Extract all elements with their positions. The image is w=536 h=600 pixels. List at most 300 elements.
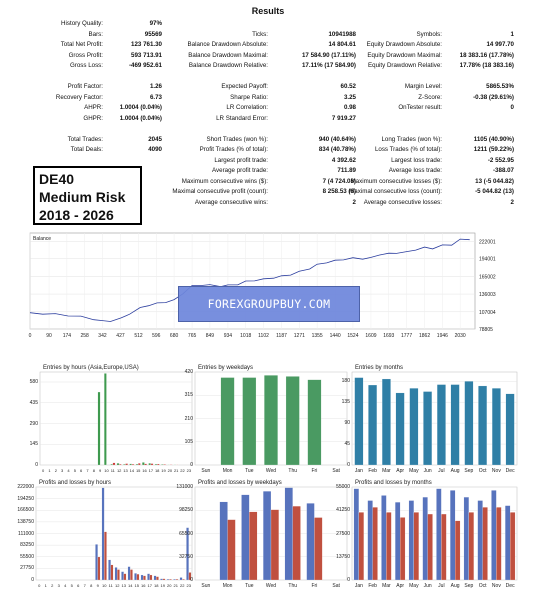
balance-xtick: 258: [80, 333, 89, 339]
histogram-bar: [395, 502, 400, 580]
balance-xtick: 1609: [365, 333, 377, 339]
histogram-xtick: 10: [104, 468, 109, 473]
stat-value: 7 (4 724.08): [322, 177, 356, 185]
histogram-ytick: 131000: [176, 484, 193, 490]
histogram-bar: [108, 560, 110, 580]
histogram-xtick: Mar: [382, 468, 391, 474]
histogram-bar: [423, 392, 432, 465]
histogram-bar: [111, 464, 113, 465]
report-title: Results: [251, 6, 285, 16]
histogram-bar: [145, 464, 147, 465]
histogram-bar: [126, 464, 128, 465]
stat-value: 123 761.30: [131, 41, 162, 48]
stat-value: 0.98: [343, 104, 356, 111]
histogram-xtick: Sun: [201, 583, 211, 589]
histogram-bar: [147, 574, 149, 580]
histogram-bar: [464, 497, 469, 580]
histogram-xtick: Dec: [505, 583, 515, 589]
histogram-xtick: 21: [173, 583, 178, 588]
histogram-ytick: 194250: [17, 495, 34, 502]
histogram-xtick: 5: [70, 583, 73, 588]
histogram-ytick: 83250: [20, 542, 34, 549]
stat-label: Maximum consecutive wins ($):: [181, 177, 268, 185]
histogram-xtick: 2: [51, 583, 54, 588]
histogram-bar: [115, 567, 117, 580]
stat-value: -2 552.95: [487, 156, 514, 164]
histogram-title: Profits and losses by hours: [39, 480, 112, 486]
stat-value: 14 804.61: [328, 41, 356, 48]
histogram-bar: [119, 464, 121, 465]
histogram-bar: [98, 557, 100, 580]
histogram-xtick: 12: [116, 468, 122, 473]
balance-xtick: 1271: [293, 333, 305, 339]
histogram-xtick: 7: [83, 583, 86, 588]
histogram-bar: [355, 378, 364, 465]
histogram-ytick: 290: [29, 420, 38, 427]
histogram-xtick: 21: [173, 468, 179, 473]
balance-xtick: 1440: [329, 333, 341, 339]
histogram-xtick: Wed: [265, 583, 277, 589]
stat-label: Balance Drawdown Absolute:: [187, 41, 268, 48]
histogram-xtick: 14: [128, 583, 133, 588]
histogram-bar: [307, 503, 315, 580]
stat-label: Short Trades (won %):: [206, 135, 268, 143]
histogram-ytick: 32750: [179, 553, 193, 560]
histogram-ytick: 27500: [336, 530, 350, 537]
stat-label: AHPR:: [84, 104, 103, 111]
histogram-ytick: 135: [341, 399, 350, 406]
histogram-xtick: 6: [80, 468, 83, 473]
histogram-bar: [428, 514, 433, 580]
histogram-title: Entries by months: [355, 365, 404, 371]
stat-value: 7 919.27: [331, 114, 356, 122]
histogram-bar: [104, 373, 106, 465]
histogram-xtick: Fri: [311, 468, 318, 474]
stat-label: History Quality:: [61, 20, 103, 27]
balance-ytick: 194001: [479, 256, 496, 263]
histogram-bar: [368, 385, 377, 465]
stat-value: 17.78% (18 383.16): [459, 62, 514, 69]
stat-label: Profit Factor:: [67, 83, 103, 90]
histogram-bar: [220, 502, 228, 580]
histogram-xtick: Nov: [491, 468, 501, 474]
histogram-xtick: 13: [121, 583, 126, 588]
histogram-xtick: 4: [67, 468, 70, 473]
histogram-xtick: 4: [64, 583, 67, 588]
stat-value: 0: [510, 104, 514, 111]
histogram-xtick: Nov: [491, 583, 501, 589]
histogram-ytick: 0: [347, 577, 350, 583]
balance-xtick: 90: [46, 333, 52, 339]
histogram-xtick: Aug: [450, 583, 460, 589]
overlay-risk: Medium Risk: [39, 189, 126, 205]
histogram-bar: [123, 464, 125, 465]
histogram-bar: [128, 567, 130, 580]
histogram-title: Profits and losses by weekdays: [198, 480, 282, 486]
stat-value: 4 392.62: [331, 156, 356, 164]
histogram-bar: [478, 501, 483, 580]
histogram-xtick: 15: [135, 468, 141, 473]
stat-value: 940 (40.64%): [318, 135, 356, 143]
histogram-xtick: 9: [99, 468, 102, 473]
watermark: FOREXGROUPBUY.COM: [178, 286, 360, 322]
histogram-bar: [492, 388, 501, 465]
stat-value: 2: [352, 198, 356, 206]
overlay-years: 2018 - 2026: [39, 207, 114, 223]
stat-value: 6.73: [149, 93, 162, 101]
histogram-bar: [505, 506, 510, 580]
histogram-svg: [346, 363, 521, 475]
histogram-xtick: 3: [61, 468, 64, 473]
balance-xtick: 849: [205, 333, 215, 339]
histogram-bar: [396, 393, 405, 465]
histogram-ytick: 315: [184, 392, 193, 399]
stat-label: Gross Profit:: [68, 51, 103, 59]
histogram-bar: [465, 381, 474, 465]
balance-xtick: 1524: [347, 333, 359, 339]
stat-label: Ticks:: [252, 30, 268, 38]
balance-ytick: 165002: [479, 274, 496, 281]
histogram-xtick: Tue: [245, 468, 254, 474]
histogram-ytick: 45: [344, 441, 350, 448]
histogram-xtick: Wed: [265, 468, 277, 474]
stat-label: Equity Drawdown Relative:: [368, 62, 442, 69]
histogram-ytick: 0: [190, 577, 193, 583]
histogram-xtick: Sat: [332, 468, 340, 474]
histogram-xtick: 8: [90, 583, 93, 588]
stat-label: Average profit trade:: [212, 167, 268, 174]
histogram-bar: [373, 507, 378, 580]
stat-label: Profit Trades (% of total):: [199, 146, 268, 153]
histogram-bar: [483, 507, 488, 580]
histogram-xtick: 23: [186, 468, 192, 473]
histogram-xtick: 16: [142, 468, 147, 473]
histogram-ytick: 0: [31, 577, 34, 583]
histogram-xtick: Sat: [332, 583, 340, 589]
histogram-bar: [451, 385, 460, 465]
histogram-xtick: 14: [129, 468, 135, 473]
balance-xtick: 680: [169, 333, 179, 339]
histogram-xtick: 2: [54, 468, 57, 473]
strategy-overlay-box: [33, 166, 142, 225]
histogram-xtick: Apr: [396, 468, 405, 474]
stat-value: 17 584.90 (17.11%): [301, 51, 356, 59]
histogram-bar: [436, 489, 441, 580]
histogram-xtick: 5: [73, 468, 76, 473]
histogram-ytick: 90: [344, 420, 350, 427]
histogram-xtick: Thu: [288, 583, 298, 589]
histogram-bar: [368, 501, 373, 580]
histogram-xtick: 18: [154, 583, 159, 588]
stat-value: 60.52: [340, 83, 356, 90]
stat-value: -469 952.61: [128, 62, 162, 69]
stat-label: Total Trades:: [67, 135, 103, 143]
stat-label: GHPR:: [83, 114, 103, 122]
stat-value: 5865.53%: [486, 83, 514, 90]
stat-label: Equity Drawdown Maximal:: [367, 51, 442, 59]
histogram-bar: [441, 514, 446, 580]
balance-xtick: 1862: [419, 333, 431, 339]
balance-xtick: 1946: [436, 333, 448, 339]
histogram-xtick: Jul: [438, 468, 445, 474]
stat-label: Balance Drawdown Maximal:: [188, 51, 268, 59]
histogram-bar: [455, 521, 460, 580]
balance-xtick: 1187: [276, 333, 287, 339]
histogram-ytick: 111000: [18, 530, 34, 537]
histogram-xtick: May: [409, 583, 419, 589]
balance-ytick: 78805: [479, 327, 493, 333]
histogram-bar: [469, 512, 474, 580]
stat-value: 834 (40.78%): [318, 146, 356, 153]
histogram-xtick: 6: [77, 583, 80, 588]
histogram-bar: [113, 463, 115, 465]
stat-value: 1211 (59.22%): [473, 146, 514, 153]
histogram-bar: [132, 464, 134, 465]
stat-value: 1.0004 (0.04%): [119, 104, 162, 111]
histogram-xtick: Mon: [222, 583, 233, 589]
stat-value: 593 713.91: [131, 51, 162, 59]
stat-value: -5 044.82 (13): [475, 188, 514, 195]
histogram-bar: [98, 392, 100, 465]
histogram-ytick: 55500: [20, 553, 34, 560]
histogram-bar: [286, 376, 299, 465]
histogram-svg: [346, 478, 521, 590]
balance-xtick: 427: [116, 333, 125, 339]
stat-value: 13 (-5 044.82): [475, 177, 514, 185]
histogram-bar: [138, 463, 140, 465]
histogram-bar: [506, 394, 515, 465]
histogram-xtick: 20: [167, 583, 172, 588]
histogram-bar: [510, 512, 515, 580]
histogram-xtick: Mar: [382, 583, 391, 589]
stat-label: Maximal consecutive loss (count):: [349, 188, 442, 195]
histogram-bar: [263, 491, 271, 580]
histogram-xtick: Jun: [423, 583, 432, 589]
stat-label: Average consecutive losses:: [363, 198, 442, 206]
stat-value: 95569: [144, 30, 162, 38]
stat-label: Sharpe Ratio:: [230, 93, 268, 101]
histogram-xtick: Sep: [464, 583, 474, 589]
histogram-xtick: 19: [161, 468, 166, 473]
histogram-bar: [496, 507, 501, 580]
histogram-xtick: 0: [38, 583, 41, 588]
stat-value: 2045: [148, 135, 162, 143]
histogram-ytick: 180: [341, 378, 350, 385]
balance-xtick: 342: [98, 333, 107, 339]
histogram-title: Entries by weekdays: [198, 365, 254, 371]
stat-value: 711.89: [337, 167, 356, 174]
stat-label: Margin Level:: [404, 83, 442, 90]
histogram-bar: [117, 570, 119, 580]
histogram-bar: [141, 575, 143, 580]
stat-label: Expected Payoff:: [221, 83, 268, 90]
stat-label: Z-Score:: [418, 93, 442, 101]
histogram-bar: [149, 463, 151, 465]
stat-label: LR Standard Error:: [216, 114, 268, 122]
histogram-bar: [450, 490, 455, 580]
overlay-symbol: DE40: [39, 171, 75, 187]
histogram-xtick: Apr: [396, 583, 405, 589]
histogram-bar: [354, 489, 359, 580]
histogram-xtick: 19: [160, 583, 165, 588]
histogram-xtick: Feb: [368, 583, 377, 589]
histogram-ytick: 166500: [17, 507, 34, 514]
balance-xtick: 2030: [454, 333, 466, 339]
histogram-bar: [359, 512, 364, 580]
histogram-bar: [386, 512, 391, 580]
histogram-xtick: 7: [86, 468, 89, 473]
histogram-bar: [241, 495, 249, 580]
balance-xtick: 765: [187, 333, 197, 339]
histogram-xtick: Thu: [288, 468, 298, 474]
histogram-ytick: 65500: [179, 530, 193, 537]
balance-xtick: 1777: [400, 333, 413, 339]
histogram-bar: [124, 574, 126, 580]
histogram-bar: [249, 512, 257, 580]
histogram-xtick: Sep: [464, 468, 474, 474]
stat-label: Long Trades (won %):: [381, 135, 442, 143]
stat-label: LR Correlation:: [226, 104, 268, 111]
histogram-bar: [409, 501, 414, 580]
histogram-xtick: 15: [134, 583, 139, 588]
histogram-xtick: Sun: [201, 468, 211, 474]
histogram-xtick: Aug: [450, 468, 460, 474]
histogram-bar: [104, 532, 106, 580]
histogram-bar: [143, 576, 145, 580]
histogram-bar: [111, 565, 113, 580]
histogram-ytick: 580: [29, 379, 38, 385]
stat-label: Average loss trade:: [388, 167, 442, 174]
histogram-bar: [137, 574, 139, 580]
histogram-bar: [478, 386, 487, 465]
histogram-ytick: 27750: [20, 565, 34, 572]
histogram-xtick: 12: [115, 583, 120, 588]
histogram-bar: [400, 517, 405, 580]
stat-label: Balance Drawdown Relative:: [188, 62, 268, 69]
histogram-xtick: 11: [110, 468, 115, 473]
histogram-xtick: Oct: [478, 468, 487, 474]
stat-value: 1.0004 (0.04%): [119, 114, 162, 122]
stat-label: Largest profit trade:: [214, 156, 268, 164]
histogram-xtick: 16: [141, 583, 146, 588]
stat-label: Largest loss trade:: [391, 156, 442, 164]
histogram-xtick: Jan: [354, 583, 363, 589]
stat-label: Total Deals:: [70, 146, 103, 153]
histogram-bar: [121, 572, 123, 580]
stat-value: 97%: [149, 20, 162, 27]
balance-xtick: 1355: [311, 333, 323, 339]
stat-label: Gross Loss:: [69, 62, 103, 69]
stat-value: 8 258.53 (6): [322, 188, 356, 195]
histogram-bar: [271, 510, 279, 580]
histogram-bar: [130, 570, 132, 580]
histogram-bar: [423, 497, 428, 580]
histogram-ytick: 105: [184, 438, 193, 445]
histogram-xtick: 9: [96, 583, 99, 588]
histogram-xtick: 20: [167, 468, 173, 473]
histogram-xtick: 0: [42, 468, 45, 473]
histogram-bar: [410, 388, 419, 465]
histogram-bar: [382, 379, 391, 465]
histogram-xtick: 10: [102, 583, 107, 588]
histogram-xtick: 17: [148, 468, 154, 473]
histogram-xtick: Tue: [245, 583, 254, 589]
histogram-bar: [381, 495, 386, 580]
balance-xtick: 512: [134, 333, 143, 339]
histogram-ytick: 222000: [17, 484, 34, 490]
stat-label: Maximum consecutive losses ($):: [350, 177, 442, 185]
histogram-xtick: 17: [147, 583, 152, 588]
histogram-bar: [102, 488, 104, 580]
histogram-bar: [414, 512, 419, 580]
histogram-bar: [293, 506, 301, 580]
stat-label: Maximal consecutive profit (count):: [172, 188, 268, 195]
stat-value: 2: [510, 198, 514, 206]
histogram-xtick: 22: [180, 468, 185, 473]
stat-value: 10941988: [328, 30, 356, 38]
stat-label: Bars:: [88, 30, 103, 38]
histogram-ytick: 145: [29, 441, 38, 448]
histogram-ytick: 210: [184, 415, 193, 422]
histogram-bar: [285, 488, 293, 580]
histogram-bar: [437, 385, 446, 465]
histogram-bar: [264, 375, 277, 465]
histogram-xtick: Mon: [222, 468, 233, 474]
stat-value: 1.26: [149, 83, 162, 90]
balance-xtick: 1693: [383, 333, 395, 339]
stat-label: OnTester result:: [398, 104, 442, 111]
histogram-bar: [142, 462, 144, 465]
histogram-ytick: 13750: [336, 553, 350, 560]
histogram-xtick: 18: [154, 468, 160, 473]
balance-xtick: 1018: [240, 333, 252, 339]
histogram-title: Entries by hours (Asia,Europe,USA): [43, 365, 139, 371]
histogram-title: Profits and losses by months: [355, 480, 432, 486]
histogram-ytick: 138750: [17, 518, 34, 525]
histogram-ytick: 0: [35, 462, 38, 468]
entries-by-months-chart: [341, 363, 521, 475]
balance-ytick: 222001: [479, 239, 496, 246]
histogram-ytick: 41250: [336, 507, 350, 514]
balance-ytick: 136003: [479, 292, 496, 299]
histogram-ytick: 435: [29, 399, 38, 406]
histogram-xtick: 1: [48, 468, 51, 473]
stat-value: 17.11% (17 584.90): [301, 62, 356, 69]
histogram-bar: [95, 544, 97, 580]
stat-value: -388.07: [493, 167, 514, 174]
histogram-xtick: Dec: [505, 468, 515, 474]
balance-xtick: 1102: [258, 333, 269, 339]
histogram-bar: [130, 464, 132, 465]
histogram-xtick: Fri: [311, 583, 318, 589]
balance-xtick: 174: [62, 333, 72, 339]
histogram-bar: [221, 378, 234, 465]
histogram-xtick: May: [409, 468, 419, 474]
stat-label: Equity Drawdown Absolute:: [366, 41, 442, 48]
balance-xtick: 934: [223, 333, 233, 339]
histogram-xtick: Jun: [423, 468, 432, 474]
histogram-xtick: 13: [123, 468, 128, 473]
histogram-bar: [243, 378, 256, 465]
histogram-xtick: 3: [57, 583, 60, 588]
stat-value: 1105 (40.90%): [473, 135, 514, 143]
stat-value: -0.38 (29.61%): [473, 93, 514, 101]
stat-label: Average consecutive wins:: [194, 198, 268, 206]
histogram-bar: [150, 575, 152, 580]
histogram-ytick: 0: [190, 462, 193, 468]
histogram-xtick: Oct: [478, 583, 487, 589]
balance-title: Balance: [33, 236, 52, 242]
